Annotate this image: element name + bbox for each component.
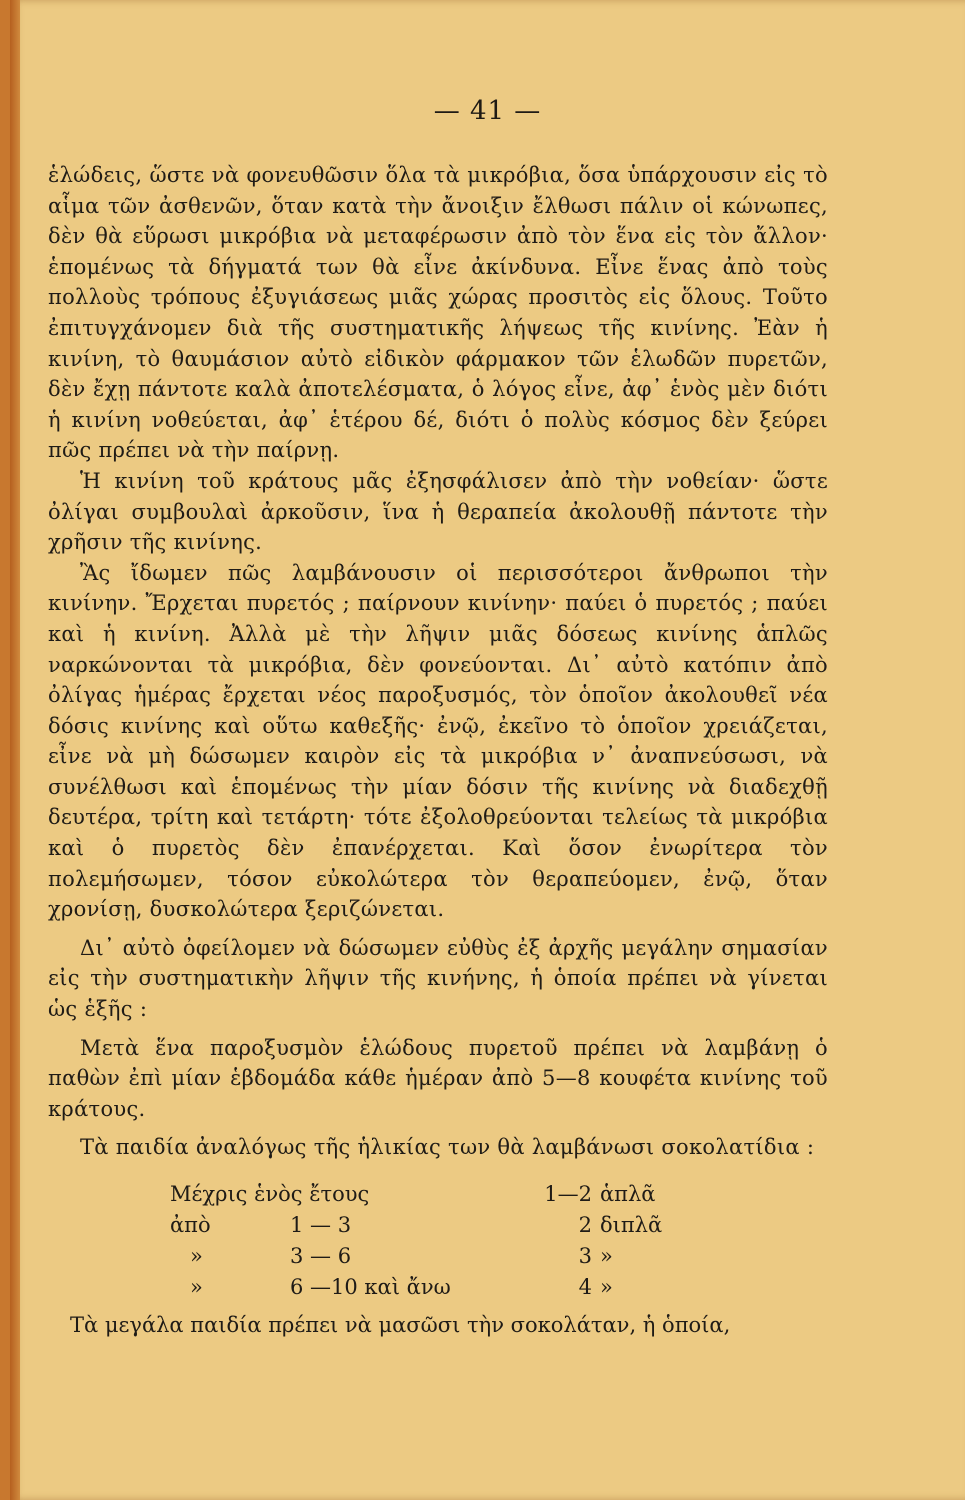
age-prefix: » [190,1243,203,1268]
age-prefix: » [190,1274,203,1299]
age-range: 6 —10 καὶ ἄνω [290,1274,451,1299]
table-row [170,1240,690,1271]
dose-unit: ἁπλᾶ [600,1181,656,1206]
dosage-table [170,1178,690,1302]
paragraph-4: Δι᾽ αὐτὸ ὀφείλομεν νὰ δώσωμεν εὐθὺς ἐξ ἀρχῆς μεγάλην σημασίαν εἰς τὴν συστηματικὴν λῆψιν τῆς κινήνης, ἡ ὁποία πρέπει νὰ γίνεται ὡς ἑξῆς : [48,935,828,1022]
dose-unit: » [600,1274,613,1299]
age-prefix: ἀπὸ [170,1212,211,1237]
dose-unit: » [600,1243,613,1268]
table-row [170,1178,690,1209]
table-row [170,1209,690,1240]
book-page [10,0,965,1500]
body-text [48,160,828,1163]
dose-count: 4 [578,1274,592,1299]
dose-count: 2 [578,1212,592,1237]
paragraph-6: Τὰ παιδία ἀναλόγως τῆς ἡλικίας των θὰ λαμβάνωσι σοκολατίδια : [80,1135,815,1160]
table-row [170,1271,690,1302]
dose-count: 1—2 [544,1181,592,1206]
paragraph-1: ἑλώδεις, ὥστε νὰ φονευθῶσιν ὅλα τὰ μικρόβια, ὅσα ὑπάρχουσιν εἰς τὸ αἷμα τῶν ἀσθενῶν, ὅταν κατὰ τὴν ἄνοιξιν ἔλθωσι πάλιν οἱ κώνωπες, δὲν θὰ εὕρωσι μικρόβια νὰ μεταφέρωσιν ἀπὸ τὸν ἕνα εἰς τὸν ἄλλον· ἑπομένως τὰ δήγματά των θὰ εἶνε ἀκίνδυνα. Εἶνε ἕνας ἀπὸ τοὺς πολλοὺς τρόπους ἐξυγιάσεως μιᾶς χώρας προσιτὸς εἰς ὅλους. Τοῦτο ἐπιτυγχάνομεν διὰ τῆς συστηματικῆς λήψεως τῆς κινίνης. Ἐὰν ἡ κινίνη, τὸ θαυμάσιον αὐτὸ εἰδικὸν φάρμακον τῶν ἑλωδῶν πυρετῶν, δὲν ἔχῃ πάντοτε καλὰ ἀποτελέσματα, ὁ λόγος εἶνε, ἀφ᾽ ἑνὸς μὲν διότι ἡ κινίνη νοθεύεται, ἀφ᾽ ἑτέρου δέ, διότι ὁ πολὺς κόσμος δὲν ξεύρει πῶς πρέπει νὰ τὴν παίρνῃ. [48,163,828,463]
dose-count: 3 [578,1243,592,1268]
age-range: 1 — 3 [290,1212,352,1237]
paragraph-5: Μετὰ ἕνα παροξυσμὸν ἑλώδους πυρετοῦ πρέπει νὰ λαμβάνῃ ὁ παθὼν ἐπὶ μίαν ἑβδομάδα κάθε ἡμέραν ἀπὸ 5—8 κουφέτα κινίνης τοῦ κράτους. [48,1035,828,1121]
age-range: 3 — 6 [290,1243,352,1268]
paragraph-3: Ἂς ἴδωμεν πῶς λαμβάνουσιν οἱ περισσότεροι ἄνθρωποι τὴν κινίνην. Ἔρχεται πυρετός ; παίρνουν κινίνην· παύει ὁ πυρετός ; παύει καὶ ἡ κινίνη. Ἀλλὰ μὲ τὴν λῆψιν μιᾶς δόσεως κινίνης ἁπλῶς ναρκώνονται τὰ μικρόβια, δὲν φονεύονται. Δι᾽ αὐτὸ κατόπιν ἀπὸ ὀλίγας ἡμέρας ἔρχεται νέος παροξυσμός, τὸν ὁποῖον ἀκολουθεῖ νέα δόσις κινίνης καὶ οὕτω καθεξῆς· ἐνῷ, ἐκεῖνο τὸ ὁποῖον χρειάζεται, εἶνε νὰ μὴ δώσωμεν καιρὸν εἰς τὰ μικρόβια ν᾽ ἀναπνεύσωσι, νὰ συνέλθωσι καὶ ἑπομένως τὴν μίαν δόσιν τῆς κινίνης νὰ διαδεχθῇ δευτέρα, τρίτη καὶ τετάρτη· τότε ἐξολοθρεύονται τελείως τὰ μικρόβια καὶ ὁ πυρετὸς δὲν ἐπανέρχεται. Καὶ ὅσον ἐνωρίτερα τὸν πολεμήσωμεν, τόσον εὐκολώτερα τὸν θεραπεύομεν, ἐνῷ, ὅταν χρονίσῃ, δυσκολώτερα ξεριζώνεται. [48,560,828,922]
page-binding-edge [10,0,20,1500]
page-number: — 41 — [433,96,542,126]
paragraph-2: Ἡ κινίνη τοῦ κράτους μᾶς ἐξησφάλισεν ἀπὸ τὴν νοθείαν· ὥστε ὀλίγαι συμβουλαὶ ἀρκοῦσιν, ἵνα ἡ θεραπεία ἀκολουθῇ πάντοτε τὴν χρῆσιν τῆς κινίνης. [48,468,828,555]
dose-unit: διπλᾶ [600,1212,663,1237]
age-prefix: Μέχρις ἑνὸς ἔτους [170,1181,370,1206]
closing-line: Τὰ μεγάλα παιδία πρέπει νὰ μασῶσι τὴν σοκολάταν, ἡ ὁποία, [70,1313,731,1337]
